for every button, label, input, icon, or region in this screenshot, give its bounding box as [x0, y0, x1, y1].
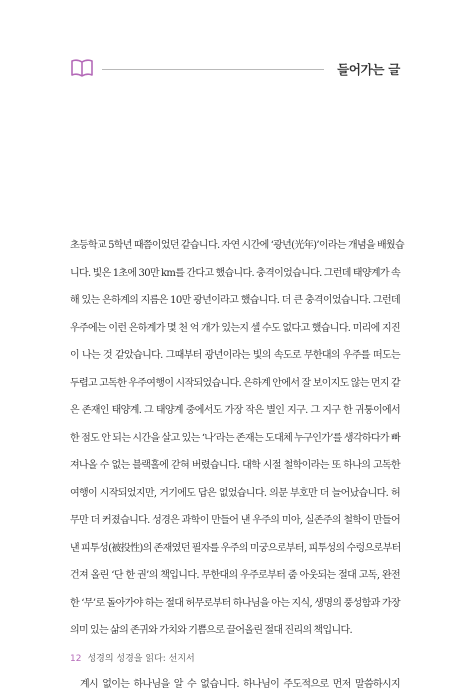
text-line: 한 ‘무’로 돌아가야 하는 절대 허무로부터 하나님을 아는 지식, 생명의 풍성함과 가장 [70, 590, 400, 618]
text-line: 건져 올린 ‘단 한 권’의 책입니다. 무한대의 우주로부터 줌 아웃되는 절대 고독, 완전 [70, 562, 400, 590]
text-line: 여행이 시작되었지만, 거기에도 답은 없었습니다. 의문 부호만 더 늘어났습니다. 허 [70, 480, 400, 508]
text-line: 두렵고 고독한 우주여행이 시작되었습니다. 은하계 안에서 잘 보이지도 않는 먼지 같 [70, 370, 400, 398]
text-line: 의미 있는 삶의 존귀와 가치와 기쁨으로 끌어올린 절대 진리의 책입니다. [70, 617, 400, 645]
paragraph-2 [70, 671, 400, 698]
section-title: 들어가는 글 [337, 60, 400, 78]
text-line: 한 점도 안 되는 시간을 살고 있는 ‘나’라는 존재는 도대체 누구인가’를 생각하다가 빠 [70, 425, 400, 453]
text-line: 낸 피투성(被投性)의 존재였던 필자를 우주의 미궁으로부터, 피투성의 수렁으로부터 [70, 535, 400, 563]
text-line: 해 있는 은하계의 지름은 10만 광년이라고 했습니다. 더 큰 충격이었습니다. 그런데 [70, 287, 400, 315]
open-book-icon [70, 58, 94, 78]
running-title: 성경의 성경을 읽다: 선지서 [87, 654, 194, 664]
body-text [70, 232, 400, 698]
text-line: 은 존재인 태양계. 그 태양계 중에서도 가장 작은 별인 지구. 그 지구 한 귀퉁이에서 [70, 397, 400, 425]
paragraph-1 [70, 232, 400, 645]
text-line: 우주에는 이런 은하계가 몇 천 억 개가 있는지 셀 수도 없다고 했습니다. 미리에 지진 [70, 315, 400, 343]
text-line: 무만 더 커졌습니다. 성경은 과학이 만들어 낸 우주의 미아, 실존주의 철학이 만들어 [70, 507, 400, 535]
text-line: 계시 없이는 하나님을 알 수 없습니다. 하나님이 주도적으로 먼저 말씀하시지 [70, 671, 400, 698]
text-line: 니다. 빛은 1초에 30만 km를 간다고 했습니다. 충격이었습니다. 그런데 태양계가 속 [70, 260, 400, 288]
text-line: 이 나는 것 같았습니다. 그때부터 광년이라는 빛의 속도로 무한대의 우주를 떠도는 [70, 342, 400, 370]
text-line: 초등학교 5학년 때쯤이었던 같습니다. 자연 시간에 ‘광년(光年)’이라는 개념을 배웠습 [70, 232, 400, 260]
header-divider [102, 69, 324, 70]
text-line: 져나올 수 없는 블랙홀에 갇혀 버렸습니다. 대학 시절 철학이라는 또 하나의 고독한 [70, 452, 400, 480]
page-footer [70, 651, 195, 664]
page-number: 12 [70, 654, 81, 664]
